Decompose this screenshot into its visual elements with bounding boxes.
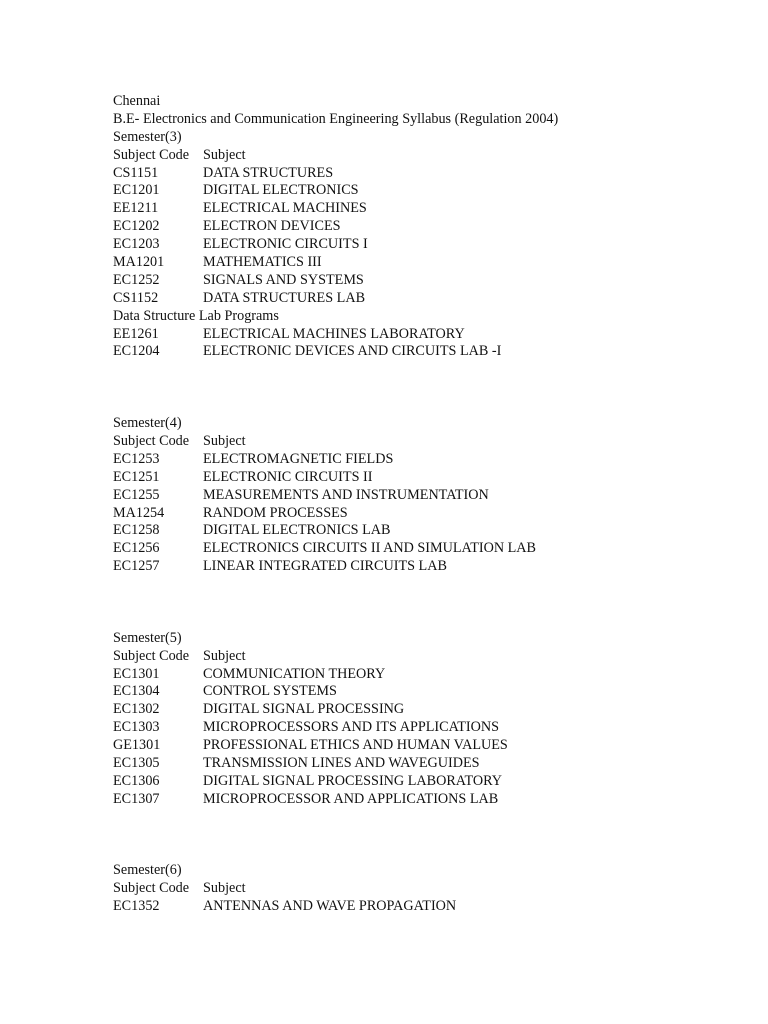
- subject-code: MA1254: [113, 504, 165, 521]
- subject-name: DATA STRUCTURES: [203, 164, 334, 181]
- subject-code: EC1257: [113, 558, 160, 575]
- subject-code-header: Subject Code: [113, 647, 190, 664]
- semester-4-section: [113, 415, 753, 576]
- subject-code: EC1258: [113, 522, 160, 539]
- lab-programs-note: Data Structure Lab Programs: [113, 307, 279, 324]
- subject-name: DIGITAL SIGNAL PROCESSING LABORATORY: [203, 772, 503, 789]
- semester-3-section: [113, 129, 753, 362]
- subject-name: ELECTRICAL MACHINES LABORATORY: [203, 325, 465, 342]
- column-header-row: [113, 147, 753, 165]
- subject-code: CS1151: [113, 164, 159, 181]
- subject-name: ELECTRON DEVICES: [203, 218, 341, 235]
- column-header-row: [113, 433, 753, 451]
- table-row: [113, 773, 753, 791]
- table-row: [113, 182, 753, 200]
- table-row: [113, 487, 753, 505]
- section-spacer: [113, 361, 753, 415]
- table-row: [113, 343, 753, 361]
- subject-name: RANDOM PROCESSES: [203, 504, 348, 521]
- subject-code: EC1303: [113, 719, 160, 736]
- table-row: [113, 236, 753, 254]
- subject-name: DIGITAL ELECTRONICS: [203, 182, 359, 199]
- subject-code: EC1251: [113, 468, 160, 485]
- table-row: [113, 254, 753, 272]
- subject-name: ELECTRONIC DEVICES AND CIRCUITS LAB -I: [203, 343, 502, 360]
- document-title: B.E- Electronics and Communication Engineering Syllabus (Regulation 2004): [113, 110, 559, 127]
- section-spacer: [113, 576, 753, 630]
- subject-code: EC1201: [113, 182, 160, 199]
- subject-code: EC1202: [113, 218, 160, 235]
- subject-name: MICROPROCESSOR AND APPLICATIONS LAB: [203, 790, 499, 807]
- column-header-row: [113, 648, 753, 666]
- city-heading: Chennai: [113, 93, 161, 109]
- subject-code: EC1352: [113, 898, 160, 915]
- subject-name: ELECTRICAL MACHINES: [203, 200, 367, 217]
- subject-code: CS1152: [113, 289, 159, 306]
- table-row: [113, 326, 753, 344]
- subject-name: MICROPROCESSORS AND ITS APPLICATIONS: [203, 719, 500, 736]
- table-row: [113, 505, 753, 523]
- subject-name: PROFESSIONAL ETHICS AND HUMAN VALUES: [203, 737, 508, 754]
- subject-header: Subject: [203, 146, 246, 163]
- table-row: [113, 666, 753, 684]
- subject-name: DATA STRUCTURES LAB: [203, 289, 366, 306]
- subject-code: EC1253: [113, 450, 160, 467]
- table-row: [113, 290, 753, 308]
- subject-code: EE1211: [113, 200, 159, 217]
- subject-name: ELECTRONIC CIRCUITS I: [203, 236, 368, 253]
- table-row: [113, 791, 753, 809]
- table-row: [113, 469, 753, 487]
- subject-code: EC1301: [113, 665, 160, 682]
- table-row: [113, 451, 753, 469]
- subject-header: Subject: [203, 880, 246, 897]
- semester-6-section: [113, 862, 753, 916]
- subject-name: ELECTRONIC CIRCUITS II: [203, 468, 373, 485]
- table-row: [113, 522, 753, 540]
- subject-header: Subject: [203, 647, 246, 664]
- subject-code: EC1307: [113, 790, 160, 807]
- subject-code: EC1255: [113, 486, 160, 503]
- syllabus-document: [113, 93, 753, 916]
- subject-name: COMMUNICATION THEORY: [203, 665, 386, 682]
- subject-code: EC1204: [113, 343, 160, 360]
- subject-name: ANTENNAS AND WAVE PROPAGATION: [203, 898, 457, 915]
- table-row: [113, 701, 753, 719]
- subject-code: EC1203: [113, 236, 160, 253]
- semester-label: Semester(5): [113, 629, 182, 646]
- table-row: [113, 200, 753, 218]
- table-row: [113, 165, 753, 183]
- subject-name: LINEAR INTEGRATED CIRCUITS LAB: [203, 558, 447, 575]
- table-row: [113, 737, 753, 755]
- column-header-row: [113, 880, 753, 898]
- subject-name: CONTROL SYSTEMS: [203, 683, 337, 700]
- subject-code: EC1304: [113, 683, 160, 700]
- subject-name: ELECTRONICS CIRCUITS II AND SIMULATION LAB: [203, 540, 537, 557]
- subject-code-header: Subject Code: [113, 146, 190, 163]
- subject-code: EE1261: [113, 325, 159, 342]
- section-spacer: [113, 809, 753, 863]
- subject-code: MA1201: [113, 254, 165, 271]
- table-row: [113, 683, 753, 701]
- table-row: [113, 898, 753, 916]
- subject-name: DIGITAL SIGNAL PROCESSING: [203, 701, 405, 718]
- subject-name: MEASUREMENTS AND INSTRUMENTATION: [203, 486, 489, 503]
- subject-code: GE1301: [113, 737, 161, 754]
- semester-label: Semester(4): [113, 415, 182, 432]
- subject-code: EC1252: [113, 271, 160, 288]
- subject-name: ELECTROMAGNETIC FIELDS: [203, 450, 394, 467]
- table-row: [113, 755, 753, 773]
- table-row: [113, 218, 753, 236]
- subject-code-header: Subject Code: [113, 880, 190, 897]
- subject-code: EC1306: [113, 772, 160, 789]
- semester-5-section: [113, 630, 753, 809]
- table-row: [113, 540, 753, 558]
- table-row: [113, 272, 753, 290]
- table-row: [113, 558, 753, 576]
- subject-name: MATHEMATICS III: [203, 254, 322, 271]
- subject-code: EC1305: [113, 754, 160, 771]
- subject-code-header: Subject Code: [113, 432, 190, 449]
- subject-name: SIGNALS AND SYSTEMS: [203, 271, 364, 288]
- semester-label: Semester(6): [113, 862, 182, 879]
- subject-header: Subject: [203, 432, 246, 449]
- table-row: [113, 719, 753, 737]
- subject-code: EC1256: [113, 540, 160, 557]
- subject-code: EC1302: [113, 701, 160, 718]
- semester-label: Semester(3): [113, 128, 182, 145]
- subject-name: TRANSMISSION LINES AND WAVEGUIDES: [203, 754, 480, 771]
- subject-name: DIGITAL ELECTRONICS LAB: [203, 522, 391, 539]
